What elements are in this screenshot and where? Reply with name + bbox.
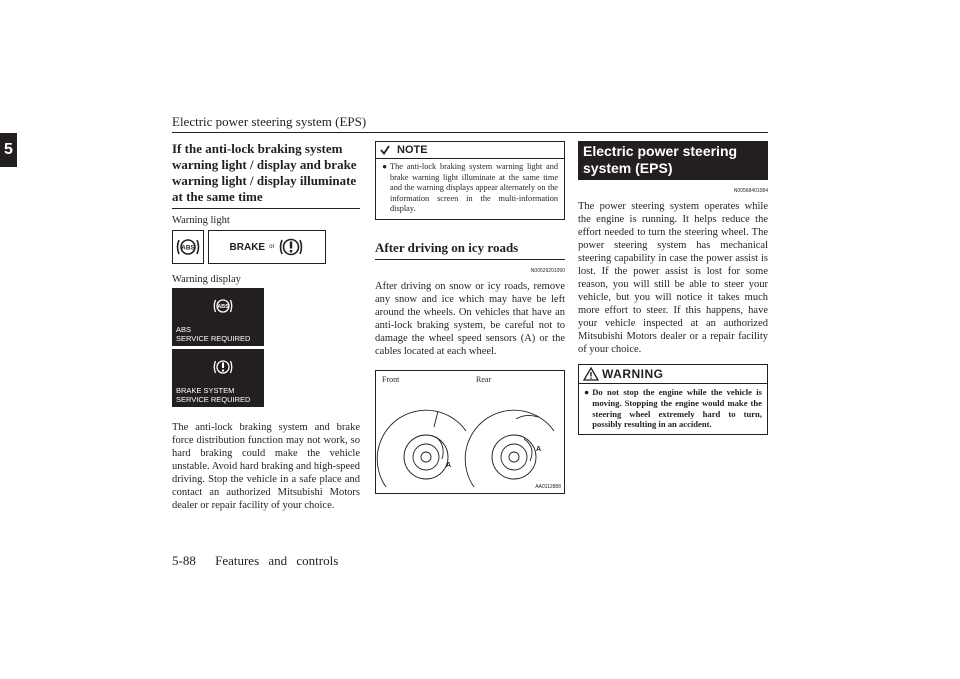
note-header — [376, 142, 564, 159]
note-text: The anti-lock braking system warning light and brake warning light illuminate at the same time and the warning displays appear alternately on the information screen in the multi-information display. — [390, 162, 558, 213]
brake-lamp — [208, 230, 326, 264]
figure-marker-a-front: A — [446, 461, 452, 469]
figure-marker-a-rear: A — [536, 445, 542, 453]
figure-rear-label: Rear — [476, 374, 492, 384]
svg-text:ABS: ABS — [217, 304, 229, 310]
note-label: NOTE — [397, 144, 428, 156]
abs-service-display — [172, 288, 264, 346]
column-eps — [578, 141, 768, 435]
wheel-sensor-figure — [375, 370, 565, 494]
abs-brake-body-text: The anti-lock braking system and brake force distribution function may not work, so hard braking could make the vehicle unstable. Avoid hard braking and high-speed driving. Stop the vehicle in a safe place and contact an authorized Mitsubishi Motors dealer or repair facility of your choice. — [172, 422, 360, 511]
warning-lamps — [172, 230, 360, 264]
warning-header — [579, 365, 767, 384]
bullet-icon: ● — [382, 162, 388, 171]
note-icon — [380, 144, 394, 156]
brake-lamp-text: BRAKE — [229, 241, 266, 253]
column-abs-brake-warning — [172, 141, 360, 512]
page-footer — [172, 553, 338, 569]
section-heading-abs-brake: If the anti-lock braking system warning light / display and brake warning light / display illuminate at the same time — [172, 141, 357, 204]
heading-rule — [375, 259, 565, 260]
footer-section: Features and controls — [215, 553, 339, 568]
warning-text: Do not stop the engine while the vehicle is moving. Stopping the engine would make the steering wheel extremely hard to turn, possibly resulting in an accident. — [592, 387, 762, 430]
brake-service-display — [172, 349, 264, 407]
warning-triangle-icon — [583, 367, 599, 381]
warning-display-label: Warning display — [172, 274, 241, 285]
column-icy-roads — [375, 141, 565, 494]
exclamation-display-icon — [212, 358, 234, 376]
or-text: or — [269, 244, 275, 250]
section-code: N00529201090 — [530, 267, 565, 274]
header-rule — [172, 132, 768, 133]
display2-line2: SERVICE REQUIRED — [176, 395, 251, 404]
page-number: 5-88 — [172, 553, 196, 568]
page-header-title: Electric power steering system (EPS) — [172, 114, 367, 129]
warning-label: WARNING — [602, 367, 664, 381]
figure-front-label: Front — [382, 374, 400, 384]
note-body — [376, 159, 564, 219]
section-heading-icy-roads: After driving on icy roads — [375, 239, 519, 255]
abs-lamp-text: ABS — [181, 244, 195, 252]
abs-display-icon — [212, 297, 234, 315]
figure-code: AA0112888 — [535, 483, 561, 490]
eps-body-text: The power steering system operates while the engine is running. It helps reduce the effort needed to turn the steering wheel. The power steering system has mechanical steering capability in case the power assist is lost. If the power assist is lost for some reason, you will still be able to steer your vehicle, but you will notice it takes much more effort to steer. If this happens, have your vehicle inspected at an authorized Mitsubishi Motors dealer or a repair facility of your choice. — [578, 201, 768, 355]
note-box — [375, 141, 565, 220]
abs-lamp — [172, 230, 204, 264]
display1-line2: SERVICE REQUIRED — [176, 334, 251, 343]
warning-box — [578, 364, 768, 435]
chapter-tab: 5 — [0, 133, 17, 167]
exclamation-warning-icon — [278, 236, 304, 258]
heading-rule — [172, 208, 360, 209]
warning-body — [579, 384, 767, 434]
abs-warning-icon — [175, 237, 201, 257]
display1-line1: ABS — [176, 325, 192, 334]
display2-line1: BRAKE SYSTEM — [176, 386, 235, 395]
section-code: N00568401084 — [733, 188, 768, 194]
warning-light-label: Warning light — [172, 215, 230, 226]
bullet-icon: ● — [584, 387, 590, 397]
section-heading-eps: Electric power steering system (EPS) — [578, 141, 768, 180]
wheel-sensor-illustration — [376, 389, 564, 489]
icy-roads-body-text: After driving on snow or icy roads, remove any snow and ice which may have be left around the wheels. On vehicles that have an anti-lock braking system, be careful not to damage the wheel speed sensors (A) or the cables located at each wheel. — [375, 280, 565, 357]
